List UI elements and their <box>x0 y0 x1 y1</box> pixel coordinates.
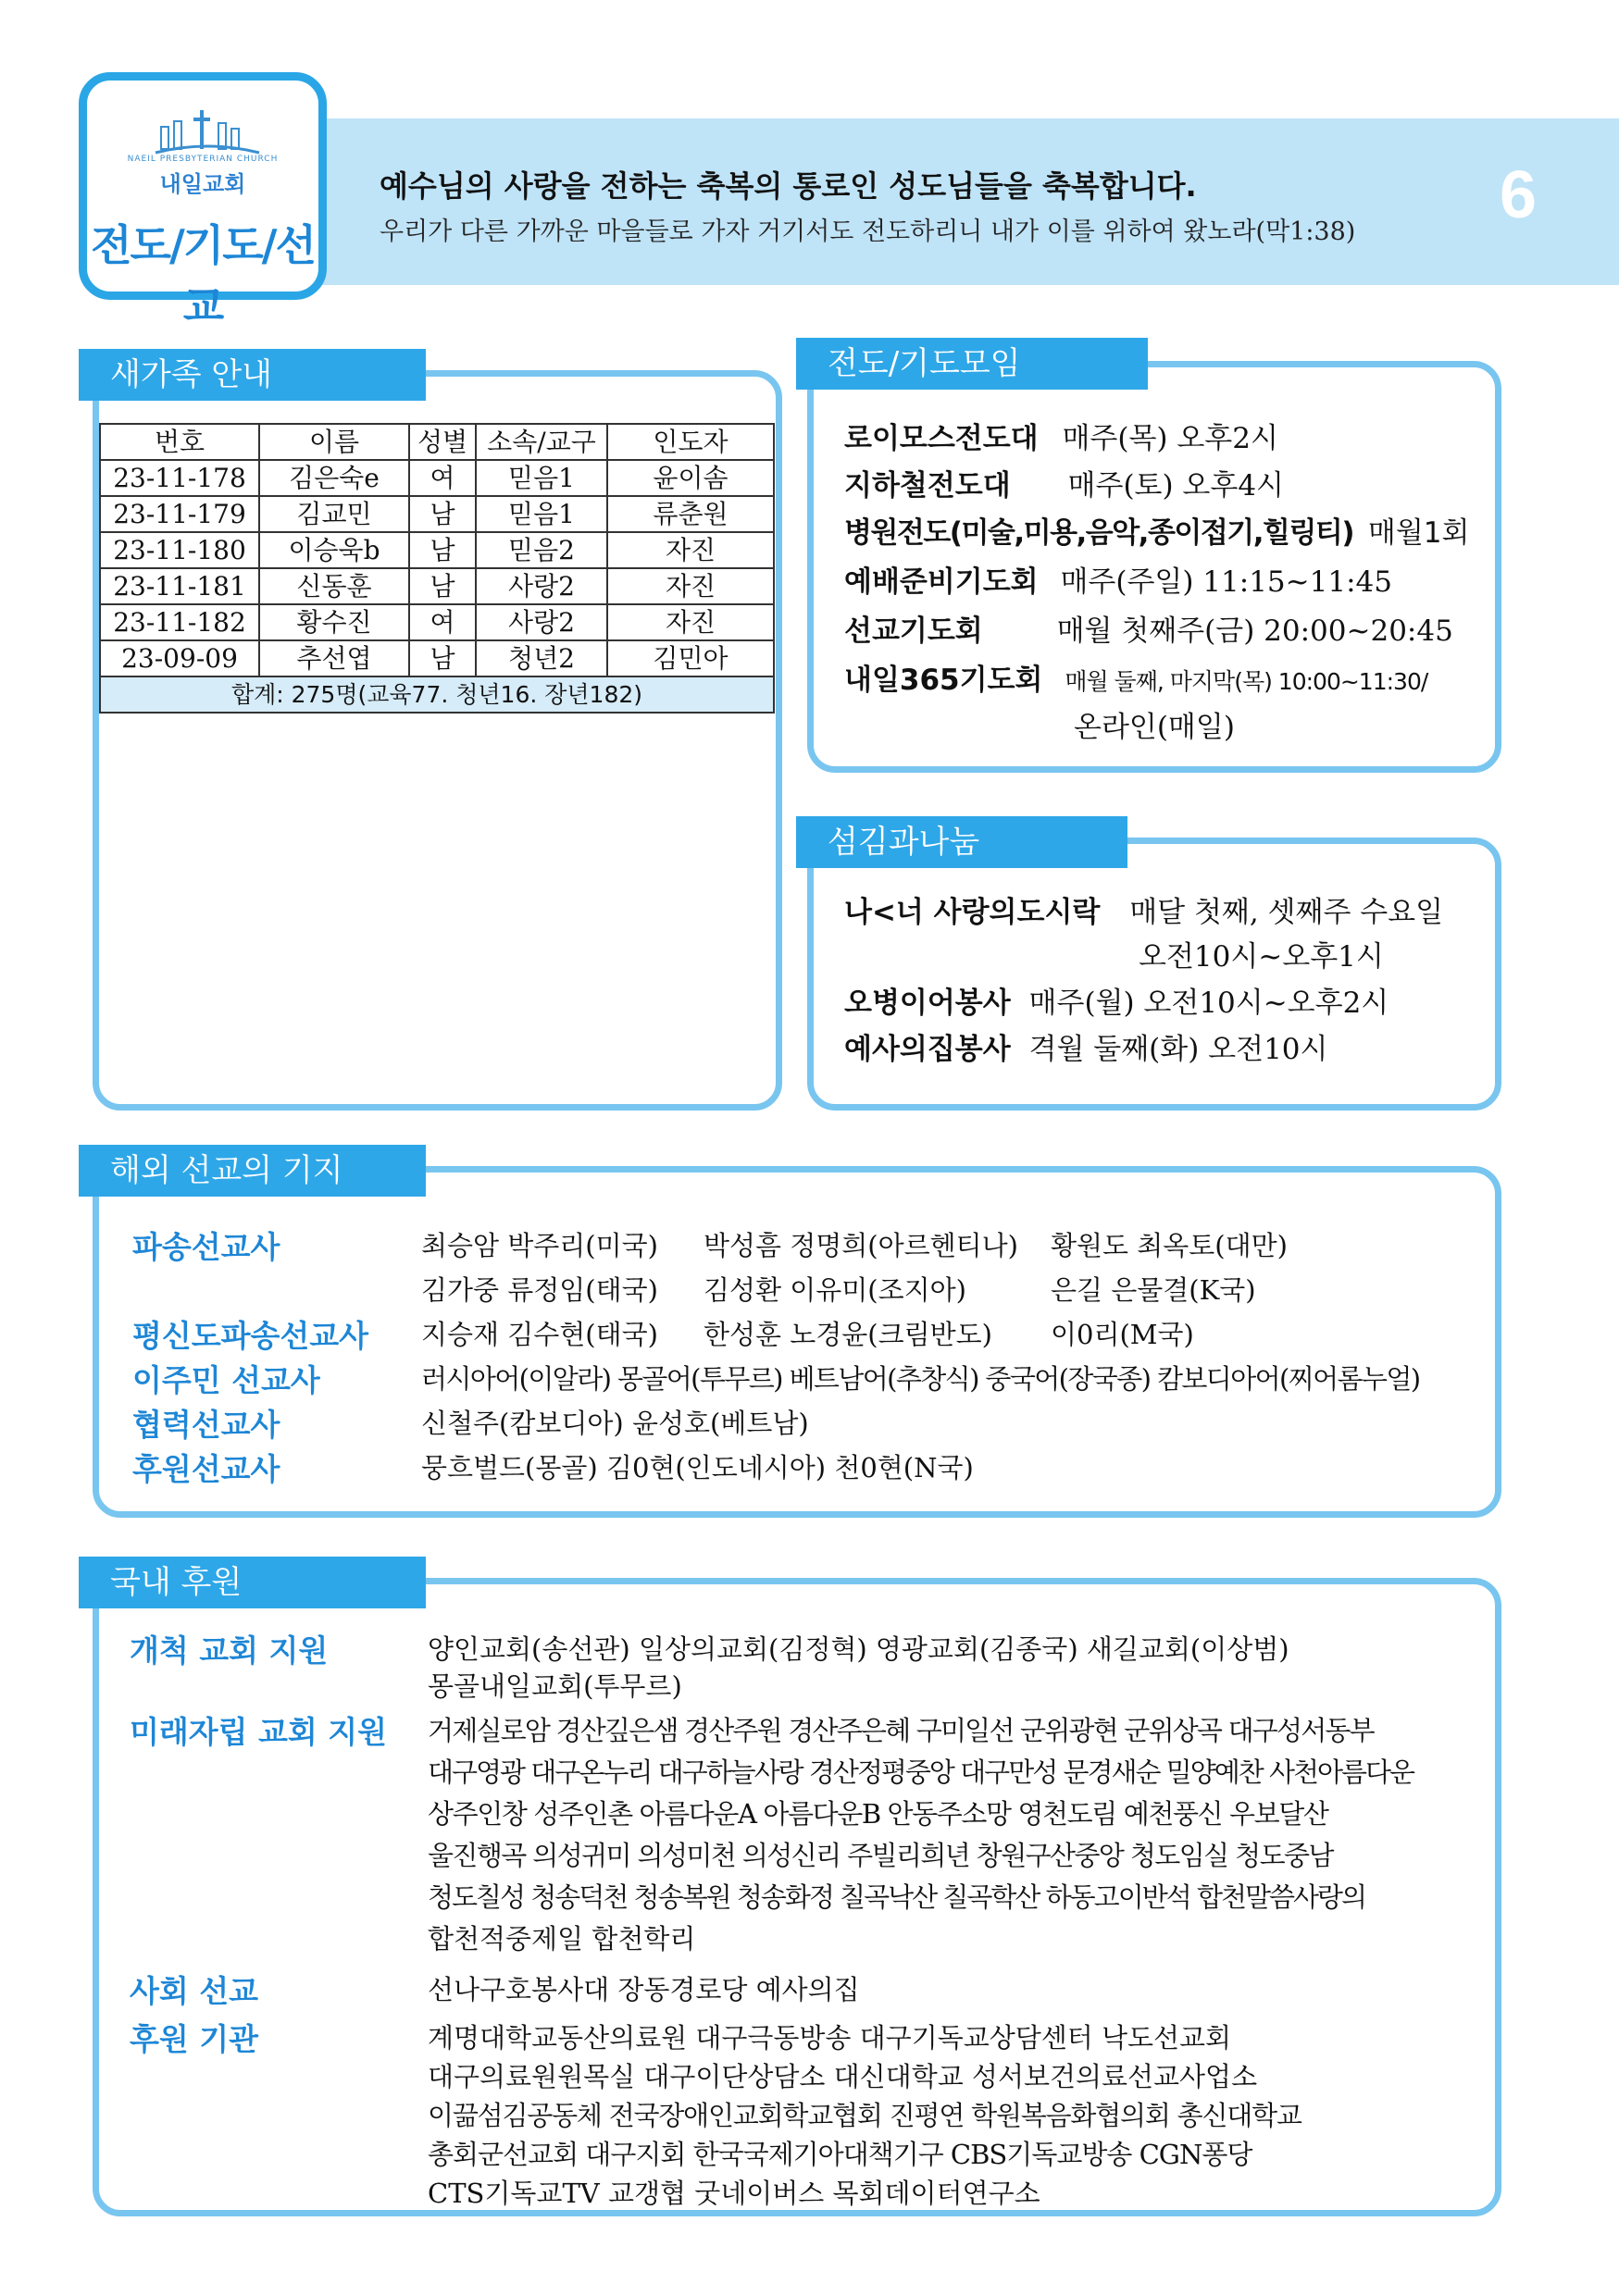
table-cell: 23-11-179 <box>100 496 259 532</box>
table-cell: 이승욱b <box>259 532 409 568</box>
page-number: 6 <box>1500 158 1538 232</box>
domestic-line: 대구영광 대구온누리 대구하늘사랑 경산정평중앙 대구만성 문경새순 밀양예찬 사천아름다운 <box>428 1756 1414 1788</box>
table-cell: 믿음1 <box>476 496 607 532</box>
domestic-line: 상주인창 성주인촌 아름다운A 아름다운B 안동주소망 영천도림 예천풍신 우보달산 <box>428 1798 1328 1830</box>
mission-entry: 뭉흐벌드(몽골) 김0현(인도네시아) 천0현(N국) <box>421 1452 974 1483</box>
total-cell: 합계: 275명(교육77. 청년16. 장년182) <box>100 676 774 713</box>
item-label: 지하철전도대 <box>844 469 1011 503</box>
table-cell: 남 <box>409 496 476 532</box>
table-cell: 황수진 <box>259 604 409 640</box>
item-value: 매주(월) 오전10시~오후2시 <box>1028 987 1389 1020</box>
item-value: 매월 둘째, 마지막(목) 10:00~11:30/ <box>1065 668 1428 695</box>
domestic-title: 국내 후원 <box>79 1557 426 1608</box>
item-label: 병원전도(미술,미용,음악,종이접기,힐링티) <box>844 516 1354 550</box>
domestic-line: 청도칠성 청송덕천 청송복원 청송화정 칠곡낙산 칠곡학산 하동고이반석 합천말씀사랑의 <box>428 1881 1366 1913</box>
domestic-group-label: 개척 교회 지원 <box>130 1632 329 1669</box>
table-cell: 자진 <box>607 532 774 568</box>
service-item <box>844 979 1389 1021</box>
mission-entry: 은길 은물결(K국) <box>1051 1274 1256 1306</box>
mission-entry: 지승재 김수현(태국) <box>421 1319 658 1350</box>
mission-group-label: 파송선교사 <box>132 1229 280 1265</box>
item-label: 나<너 사랑의도시락 <box>844 896 1101 929</box>
evangelism-item <box>844 509 1469 551</box>
table-cell: 청년2 <box>476 640 607 676</box>
evangelism-item-continued: 온라인(매일) <box>1074 711 1235 744</box>
table-cell: 23-09-09 <box>100 640 259 676</box>
table-cell: 사랑2 <box>476 568 607 604</box>
domestic-line: 대구의료원원목실 대구이단상담소 대신대학교 성서보건의료선교사업소 <box>428 2061 1258 2092</box>
domestic-line: 몽골내일교회(투무르) <box>428 1670 682 1702</box>
mission-group-label: 협력선교사 <box>132 1407 280 1443</box>
domestic-line: 울진행곡 의성귀미 의성미천 의성신리 주빌리희년 창원구산중앙 청도임실 청도중남 <box>428 1840 1333 1871</box>
table-cell: 남 <box>409 640 476 676</box>
item-label: 예사의집봉사 <box>844 1033 1011 1066</box>
column-header: 번호 <box>100 424 259 460</box>
item-label: 예배준비기도회 <box>844 565 1039 599</box>
column-header: 인도자 <box>607 424 774 460</box>
table-cell: 믿음1 <box>476 460 607 496</box>
table-row <box>100 604 774 640</box>
domestic-line: 총회군선교회 대구지회 한국국제기아대책기구 CBS기독교방송 CGN퐁당 <box>428 2139 1252 2170</box>
mission-entry: 김가중 류정임(태국) <box>421 1274 658 1306</box>
mission-entry: 황원도 최옥토(대만) <box>1051 1230 1288 1261</box>
mission-entry: 한성훈 노경윤(크림반도) <box>704 1319 992 1350</box>
evangelism-title: 전도/기도모임 <box>796 338 1148 390</box>
domestic-group-label: 후원 기관 <box>130 2021 259 2057</box>
item-value: 격월 둘째(화) 오전10시 <box>1028 1033 1328 1066</box>
domestic-line: 선나구호봉사대 장동경로당 예사의집 <box>428 1974 860 2005</box>
table-cell: 23-11-180 <box>100 532 259 568</box>
item-label: 내일365기도회 <box>844 664 1043 697</box>
item-label: 선교기도회 <box>844 614 983 648</box>
table-cell: 사랑2 <box>476 604 607 640</box>
domestic-line: 이끎섬김공동체 전국장애인교회학교협회 진평연 학원복음화협의회 총신대학교 <box>428 2100 1301 2131</box>
header-verse: 우리가 다른 가까운 마을들로 가자 거기서도 전도하리니 내가 이를 위하여 왔노라(막1:38) <box>380 217 1356 246</box>
domestic-line: 계명대학교동산의료원 대구극동방송 대구기독교상담센터 낙도선교회 <box>428 2022 1232 2054</box>
column-header: 이름 <box>259 424 409 460</box>
table-cell: 자진 <box>607 604 774 640</box>
domestic-line: 양인교회(송선관) 일상의교회(김정혁) 영광교회(김종국) 새길교회(이상범) <box>428 1633 1289 1665</box>
mission-entry: 김성환 이유미(조지아) <box>704 1274 966 1306</box>
table-cell: 김민아 <box>607 640 774 676</box>
table-cell: 윤이솜 <box>607 460 774 496</box>
item-value: 매주(토) 오후4시 <box>1067 469 1284 503</box>
missions-title: 해외 선교의 기지 <box>79 1145 426 1197</box>
table-cell: 남 <box>409 568 476 604</box>
table-cell: 믿음2 <box>476 532 607 568</box>
new-family-table <box>99 423 775 714</box>
item-label: 오병이어봉사 <box>844 987 1011 1020</box>
table-cell: 여 <box>409 604 476 640</box>
mission-entry: 이0리(M국) <box>1051 1319 1194 1350</box>
table-cell: 23-11-181 <box>100 568 259 604</box>
column-header: 소속/교구 <box>476 424 607 460</box>
table-row <box>100 496 774 532</box>
mission-entry: 박성흠 정명희(아르헨티나) <box>704 1230 1019 1261</box>
table-row <box>100 460 774 496</box>
mission-entry: 최승암 박주리(미국) <box>421 1230 658 1261</box>
mission-group-label: 평신도파송선교사 <box>132 1318 369 1354</box>
church-logo-icon <box>152 106 263 162</box>
table-cell: 23-11-178 <box>100 460 259 496</box>
evangelism-item <box>844 462 1284 503</box>
table-cell: 남 <box>409 532 476 568</box>
domestic-group-label: 미래자립 교회 지원 <box>130 1714 388 1750</box>
table-cell: 자진 <box>607 568 774 604</box>
mission-group-label: 후원선교사 <box>132 1451 280 1487</box>
table-cell: 류춘원 <box>607 496 774 532</box>
table-header-row <box>100 424 774 460</box>
table-cell: 추선엽 <box>259 640 409 676</box>
domestic-line: CTS기독교TV 교갱협 굿네이버스 목회데이터연구소 <box>428 2178 1040 2209</box>
service-item <box>844 888 1443 930</box>
item-value: 매달 첫째, 셋째주 수요일 <box>1129 896 1444 929</box>
evangelism-item <box>844 607 1453 649</box>
table-total-row <box>100 676 774 713</box>
item-label: 로이모스전도대 <box>844 422 1039 455</box>
table-cell: 여 <box>409 460 476 496</box>
table-row <box>100 640 774 676</box>
item-value: 매월 첫째주(금) 20:00~20:45 <box>1056 614 1453 648</box>
service-item-continued: 오전10시~오후1시 <box>1139 940 1384 974</box>
evangelism-item <box>844 415 1278 456</box>
table-cell: 김교민 <box>259 496 409 532</box>
table-cell: 23-11-182 <box>100 604 259 640</box>
logo-box <box>79 72 327 331</box>
domestic-group-label: 사회 선교 <box>130 1973 259 2009</box>
table-cell: 김은숙e <box>259 460 409 496</box>
column-header: 성별 <box>409 424 476 460</box>
mission-entry: 러시아어(이알라) 몽골어(투무르) 베트남어(추창식) 중국어(장국종) 캄보디아어(찌어롬누얼) <box>421 1363 1420 1395</box>
mission-group-label: 이주민 선교사 <box>132 1362 320 1398</box>
logo-caption: NAEIL PRESBYTERIAN CHURCH <box>127 155 279 164</box>
evangelism-item <box>844 656 1427 698</box>
header-headline: 예수님의 사랑을 전하는 축복의 통로인 성도님들을 축복합니다. <box>380 168 1197 204</box>
table-row <box>100 532 774 568</box>
table-cell: 신동훈 <box>259 568 409 604</box>
logo-name: 내일교회 <box>159 171 246 197</box>
table-row <box>100 568 774 604</box>
service-item <box>844 1025 1327 1067</box>
mission-entry: 신철주(캄보디아) 윤성호(베트남) <box>421 1408 809 1439</box>
section-title: 전도/기도/선교 <box>91 220 315 331</box>
service-title: 섬김과나눔 <box>796 816 1127 868</box>
item-value: 매주(목) 오후2시 <box>1062 422 1278 455</box>
new-family-title: 새가족 안내 <box>79 349 426 401</box>
domestic-line: 합천적중제일 합천학리 <box>428 1923 696 1955</box>
evangelism-item <box>844 558 1392 600</box>
item-value: 매월1회 <box>1367 516 1470 550</box>
domestic-line: 거제실로암 경산깊은샘 경산주원 경산주은혜 구미일선 군위광현 군위상곡 대구성서동부 <box>428 1715 1374 1746</box>
item-value: 매주(주일) 11:15~11:45 <box>1060 565 1392 599</box>
